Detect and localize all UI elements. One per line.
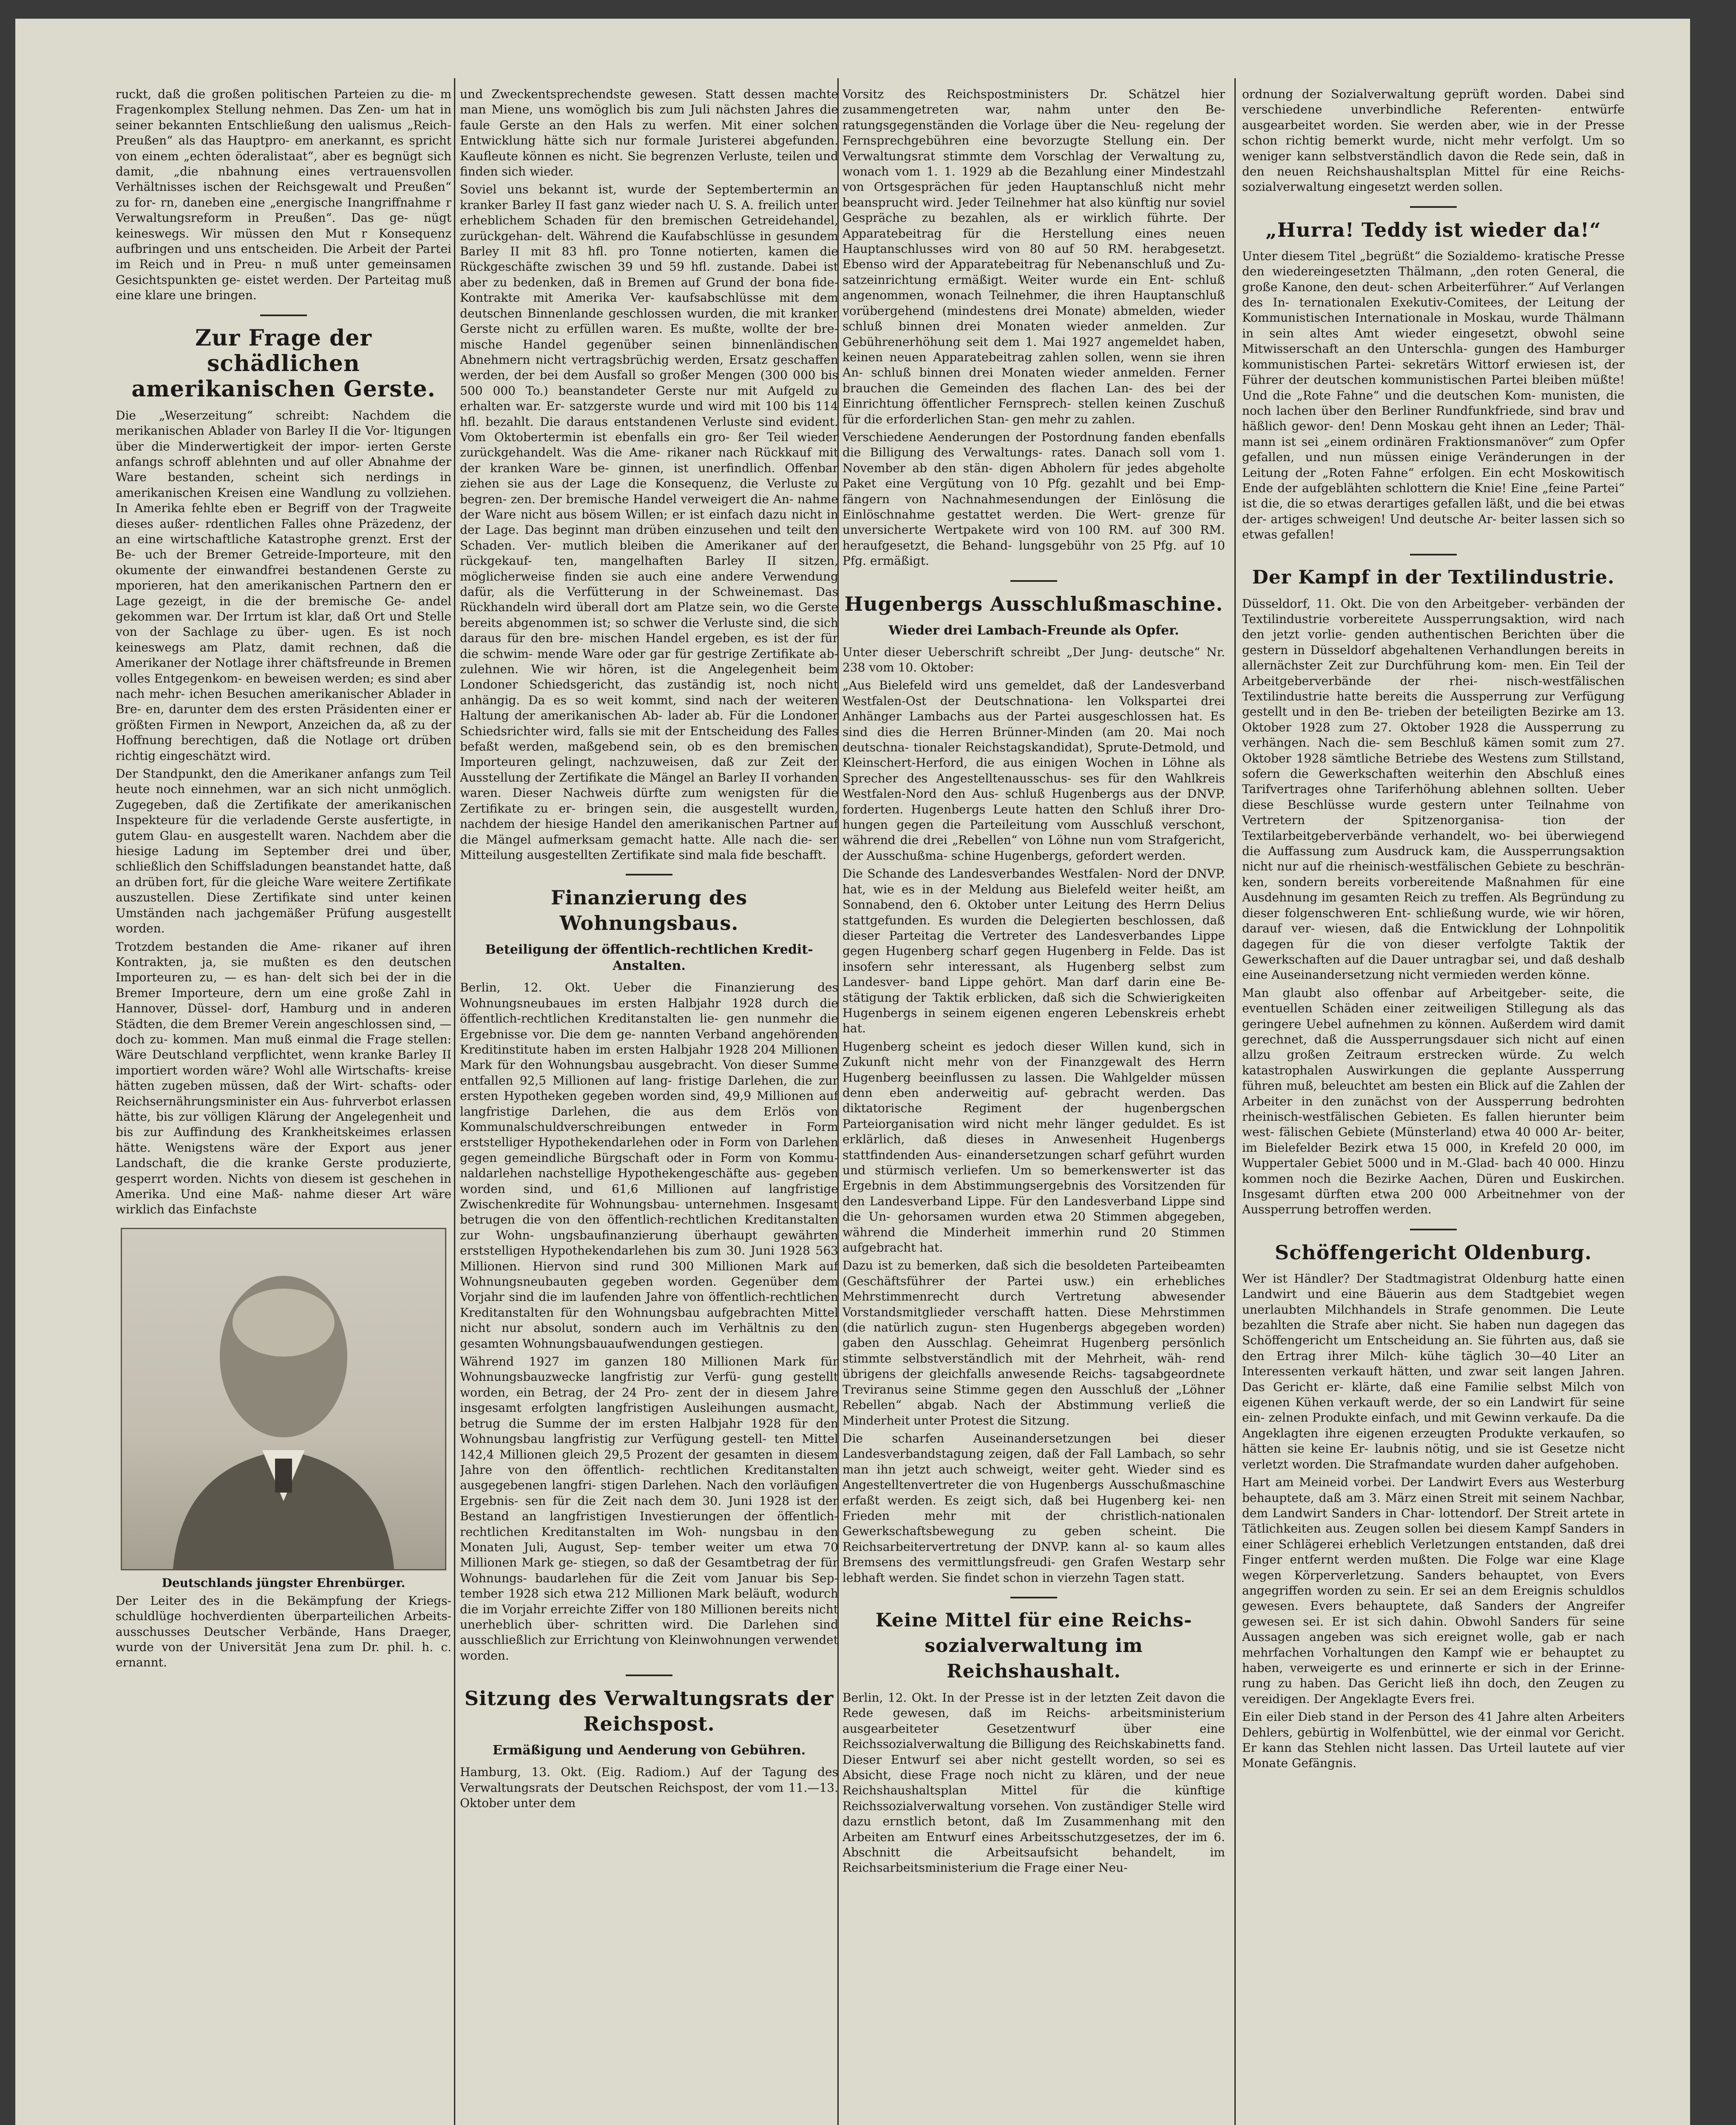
separator: [626, 874, 672, 876]
photo-caption-title: Deutschlands jüngster Ehrenbürger.: [162, 1575, 406, 1590]
column-rule: [1234, 78, 1236, 2125]
article-heading: „Hurra! Teddy ist wieder da!“: [1265, 218, 1601, 241]
article-text: Trotzdem bestanden die Ame- rikaner auf ihren Kontrakten, ja, sie mußten es den deutschen Importeuren zu, — es han- delt sich bei der in die Bremer Importeure, dern um eine große Zahl in Hannover, Düssel- dorf, Hamburg und in anderen Städten, die dem Bremer Verein angeschlossen sind, — doch zu- kommen. Man muß einmal die Frage stellen: Wäre Deutschland verpflichtet, wenn kranke Barley II importiert worden wäre? Wohl alle Wirtschafts- kreise hätten zugeben müssen, daß der Wirt- schafts- oder Reichsernährungsminister ein Aus- fuhrverbot erlassen hätte, bis zur völligen Klärung der Angelegenheit und bis zur Auffindung des Krankheitskeimes erlassen hätte. Wenigstens wäre der Export aus jener Landschaft, die die kranke Gerste produzierte, gesperrt worden. Nichts von diesem ist geschehen in Amerika. Und eine Maß- nahme dieser Art wäre wirklich das Einfachste: [116, 939, 451, 1217]
article-text: Vorsitz des Reichspostministers Dr. Schätzel hier zusammengetreten war, nahm unter den Be- ratungsgegenständen die Vorlage über die Neu- regelung der Fernsprechgebühren eine bevorzugte Stellung ein. Der Verwaltungsrat stimmte dem Vorschlag der Verwaltung zu, wonach vom 1. 1. 1929 ab die Bezahlung einer Mindestzahl von Ortsgesprächen für jeden Hauptanschluß nicht mehr beansprucht wird. Jeder Teilnehmer hat also künftig nur soviel Gespräche zu bezahlen, als er wirklich führte. Der Apparatebeitrag für die Herstellung eines neuen Hauptanschlusses wird von 80 auf 50 RM. herabgesetzt. Ebenso wird der Apparatebeitrag für Nebenanschluß und Zu- satzeinrichtung ermäßigt. Weiter wurde ein Ent- schluß angenommen, wonach Teilnehmer, die ihren Hauptanschluß vorübergehend (mindestens drei Monate) abmelden, wieder schluß binnen drei Monaten wieder anmelden. Zur Gebührenerhöhung seit dem 1. Mai 1927 angemeldet haben, keinen neuen Apparatebeitrag zahlen sollen, wenn sie ihren An- schluß binnen drei Monaten wieder anmelden. Ferner brauchen die Gemeinden des flachen Lan- des bei der Einrichtung öffentlicher Fernsprech- stellen keinen Zuschuß für die erforderlichen Stan- gen mehr zu zahlen.: [842, 87, 1225, 426]
article-heading: Der Kampf in der Textilindustrie.: [1252, 566, 1615, 588]
article-heading: Finanzierung des Wohnungsbaus.: [550, 886, 748, 935]
article-text: Die Schande des Landesverbandes Westfalen- Nord der DNVP. hat, wie es in der Meldung aus Bielefeld weiter heißt, am Sonnabend, den 6. Oktober unter Leitung des Herrn Delius stattgefunden. Es wurden die Delegierten beschlossen, daß dieser Parteitag die Vertreter des Landesverbandes Lippe gegen Hugenberg scharf gegen Hugenberg in Felde. Das ist insofern sehr interessant, als Hugenberg selbst zum Landesver- band Lippe gehört. Man darf darin eine Be- stätigung der Taktik erblicken, daß sich die Schwierigkeiten Hugenbergs in seinem eigenen engeren Lebenskreis erhebt hat.: [842, 867, 1225, 1036]
photo-caption: Der Leiter des in die Bekämpfung der Kriegs- schuldlüge hochverdienten überparteilichen Arbeits- ausschusses Deutscher Verbände, Hans Draeger, wurde von der Universität Jena zum Dr. phil. h. c. ernannt.: [116, 1593, 451, 1670]
article-text: Hugenberg scheint es jedoch dieser Willen kund, sich in Zukunft nicht mehr von der Finanzgewalt des Herrn Hugenberg beeinflussen zu lassen. Die Wahlgelder müssen denn eben anderweitig auf- gebracht werden. Das diktatorische Regiment der hugenbergschen Parteiorganisation wird nicht mehr länger geduldet. Es ist erklärlich, daß dieses in Anwesenheit Hugenbergs stattfindenden Aus- einandersetzungen scharf geführt wurden und stürmisch verliefen. Um so bemerkenswerter ist das Ergebnis in dem Abstimmungsergebnis des Vorsitzenden für den Landesverband Lippe. Für den Landesverband Lippe sind die Un- gehorsamen wurden etwa 20 Stimmen abgegeben, während die Minderheit immerhin rund 20 Stimmen aufgebracht hat.: [842, 1039, 1225, 1255]
article-text: Die scharfen Auseinandersetzungen bei dieser Landesverbandstagung zeigen, daß der Fall Lambach, so sehr man ihn jetzt auch schweigt, weiter geht. Wieder sind es Angestelltenvertreter die von Hugenbergs Ausschußmaschine erfaßt werden. Es zeigt sich, daß bei Hugenberg kei- nen Frieden mehr mit der christlich-nationalen Gewerkschaftsbewegung zu geben scheint. Die Reichsarbeitervertretung der DNVP. kann al- so kaum alles Bremsens des vermittlungsfreudi- gen Grafen Westarp sehr lebhaft werden. Sie findet schon in vierzehn Tagen statt.: [842, 1431, 1225, 1585]
article-text: Verschiedene Aenderungen der Postordnung fanden ebenfalls die Billigung des Verwaltungs- rates. Danach soll vom 1. November ab den stän- digen Abholern für jedes abgeholte Paket eine Vergütung von 10 Pfg. gezahlt und bei Emp- fängern von Nachnahmesendungen der Einlösung die Einlöschnahme gestattet werden. Die Wert- grenze für unversicherte Wertpakete wird von 100 RM. auf 300 RM. heraufgesetzt, die Behand- lungsgebühr von 25 Pfg. auf 10 Pfg. ermäßigt.: [842, 430, 1225, 568]
newspaper-page: [15, 19, 1690, 2125]
article-text: Während 1927 im ganzen 180 Millionen Mark für Wohnungsbauzwecke langfristig zur Verfü- gung gestellt worden, ein Betrag, der 24 Pro- zent der in diesem Jahre insgesamt erfolgten langfristigen Ausleihungen ausmacht, betrug die Summe der im ersten Halbjahr 1928 für den Wohnungsbau langfristig zur Verfügung gestell- ten Mittel 142,4 Millionen gleich 29,5 Prozent der gesamten in diesem Jahre von den öffentlich- rechtlichen Kreditanstalten ausgegebenen langfri- stigen Darlehen. Nach den vorläufigen Ergebnis- sen für die Zeit nach dem 30. Juni 1928 ist der Bestand an langfristigen Investierungen der öffentlich-rechtlichen Kreditanstalten im Woh- nungsbau in den Monaten Juli, August, Sep- tember weiter um etwa 70 Millionen Mark ge- stiegen, so daß der Gesamtbetrag der für Wohnungs- baudarlehen für die Zeit vom Januar bis Sep- tember 1928 sich etwa 212 Millionen Mark beläuft, wodurch die im Vorjahr erreichte Ziffer von 180 Millionen bereits nicht unerheblich über- schritten wird. Die Darlehen sind ausschließlich zur Errichtung von Kleinwohnungen verwendet worden.: [460, 1354, 838, 1663]
article-text: Berlin, 12. Okt. In der Presse ist in der letzten Zeit davon die Rede gewesen, daß im Reichs- arbeitsministerium ausgearbeiteter Gesetzentwurf über eine Reichssozialverwaltung die Billigung des Reichskabinetts fand. Dieser Entwurf sei aber nicht gestellt worden, so sei es Absicht, diese Frage noch nicht zu klären, und der neue Reichshaushaltsplan Mittel für die künftige Reichssozialverwaltung vorsehen. Von zuständiger Stelle wird dazu ernstlich betont, daß Im Zusammenhang mit den Arbeiten am Entwurf eines Arbeitsschutzgesetzes, der im 6. Abschnitt die Arbeitsaufsicht behandelt, im Reichsarbeitsministerium die Frage einer Neu-: [842, 1690, 1225, 1875]
article-text: Ein eiler Dieb stand in der Person des 41 Jahre alten Arbeiters Dehlers, gebürtig in Wolfenbüttel, wie der einmal vor Gericht. Er kann das Stehlen nicht lassen. Das Urteil lautete auf vier Monate Gefängnis.: [1242, 1710, 1625, 1771]
separator: [260, 314, 307, 316]
article-text: Berlin, 12. Okt. Ueber die Finanzierung des Wohnungsneubaues im ersten Halbjahr 1928 durch die öffentlich-rechtlichen Kreditanstalten lie- gen nunmehr die Ergebnisse vor. Die dem ge- nannten Verband angehörenden Kreditinstitute haben im ersten Halbjahr 1928 204 Millionen Mark für den Wohnungsbau ausgebracht. Von dieser Summe entfallen 92,5 Millionen auf lang- fristige Darlehen, die zur ersten Hypotheken gegeben worden sind, 49,9 Millionen auf langfristige Darlehen, die aus dem Erlös von Kommunalschuldverschreibungen entweder in Form erststelliger Hypothekendarlehen oder in Form von Darlehen gegen gemeindliche Bürgschaft oder in Form von Kommu- naldarlehen nachstellige Hypothekengeschäfte aus- gegeben worden sind, und 61,6 Millionen auf langfristige Zwischenkredite für Wohnungsbau- unternehmen. Insgesamt betrugen die von den öffentlich-rechtlichen Kreditanstalten zur Wohn- ungsbaufinanzierung überhaupt gewährten erststelligen Hypothekendarlehen bis zum 30. Juni 1928 563 Millionen. Hiervon sind rund 300 Millionen Mark auf Wohnungsneubauten gegeben worden. Gegenüber dem Vorjahr sind die im laufenden Jahre von öffentlich-rechtlichen Kreditanstalten für den Wohnungsbau aufgebrachten Mittel nicht nur absolut, sondern auch im Verhältnis zu den gesamten Wohnungsbauaufwendungen gestiegen.: [460, 980, 838, 1351]
portrait-photo: [121, 1228, 446, 1570]
article-heading: Hugenbergs Ausschlußmaschine.: [844, 592, 1223, 615]
article-text: Dazu ist zu bemerken, daß sich die besoldeten Parteibeamten (Geschäftsführer der Partei usw.) ein erhebliches Mehrstimmenrecht durch Vertretung abwesender Vorstandsmitglieder verschafft hatten. Diese Mehrstimmen (die natürlich zugun- sten Hugenbergs abgegeben worden) gaben den Ausschlag. Geheimrat Hugenberg persönlich stimmte selbstverständlich mit der Mehrheit, wäh- rend übrigens der gleichfalls anwesende Reichs- tagsabgeordnete Treviranus seine Stimme gegen den Ausschluß der „Löhner Rebellen“ abgab. Nach der Abstimmung verließ die Minderheit unter Protest die Sitzung.: [842, 1258, 1225, 1428]
article-heading: Keine Mittel für eine Reichs- sozialverwaltung im Reichshaushalt.: [875, 1609, 1192, 1682]
article-subheading: Wieder drei Lambach-Freunde als Opfer.: [888, 623, 1179, 638]
separator: [1410, 1229, 1457, 1230]
article-text: und Zweckentsprechendste gewesen. Statt dessen machte man Miene, uns womöglich bis zum Juli nächsten Jahres die faule Gerste an den Hals zu werfen. Mit einer solchen Entwicklung hätte sich nur formale Juristerei abgefunden. Kaufleute können es nicht. Sie begrenzen Verluste, teilen und finden sich wieder.: [460, 87, 838, 179]
article-text: Hamburg, 13. Okt. (Eig. Radiom.) Auf der Tagung des Verwaltungsrats der Deutschen Reichspost, der vom 11.—13. Oktober unter dem: [460, 1765, 838, 1810]
article-text: Hart am Meineid vorbei. Der Landwirt Evers aus Westerburg behauptete, daß am 3. März einen Streit mit seinem Nachbar, dem Landwirt Sanders in Char- lottendorf. Der Streit artete in Tätlichkeiten aus. Zeugen sollen bei diesem Kampf Sanders in einer Schlägerei erheblich Verletzungen entstanden, daß drei Finger entfernt werden mußten. Die Folge war eine Klage wegen Körperverletzung. Sanders behauptet, von Evers angegriffen worden zu sein. Er sei an dem Ereignis schuldlos gewesen. Evers behauptete, daß Sanders der Angreifer gewesen sei. Er ist sich dahin. Obwohl Sanders für seine Aussagen angeben was sich ereignet wolle, gab er nach mehrfachen Vorhaltungen den Kampf wie er behauptet zu haben, verweigerte es und erinnerte er sich in der Erinne- rung zu haben. Das Gericht ließ ihn doch, den Zeugen zu vereidigen. Der Angeklagte Evers frei.: [1242, 1475, 1625, 1706]
article-text: Unter diesem Titel „begrüßt“ die Sozialdemo- kratische Presse den wiedereingesetzten Thälmann, „den roten General, die große Kanone, den deut- schen Arbeiterführer.“ Auf Verlangen des In- ternationalen Exekutiv-Comitees, der Leitung der Kommunistischen Internationale in Moskau, wurde Thälmann in sein altes Amt wieder eingesetzt, obwohl seine Mitwisserschaft an den Unterschla- gungen des Hamburger kommunistischen Partei- sekretärs Wittorf erwiesen ist, der Führer der deutschen kommunistischen Partei bleiben müßte! Und die „Rote Fahne“ und die deutschen Kom- munisten, die noch lachen über den Berliner Rundfunkfriede, sind brav und häßlich gewor- den! Denn Moskau geht ihnen an Leder; Thäl- mann ist sei „einem ordinären Fraktionsmanöver“ zum Opfer gefallen, und nun müssen einige Veränderungen in der Leitung der „Roten Fahne“ erfolgen. Ein echt Moskowitisch Ende der aufgeblähten schlottern die Knie! Eine „feine Partei“ ist die, die so etwas derartiges gefallen läßt, und die bei etwas der- artiges schweigen! Und deutsche Ar- beiter lassen sich so etwas gefallen!: [1242, 249, 1625, 542]
column-4: [1242, 87, 1625, 2125]
column-3: [842, 87, 1225, 2125]
article-text: Soviel uns bekannt ist, wurde der Septembertermin an kranker Barley II fast ganz wieder nach U. S. A. freilich unter erheblichem Schaden für den bremischen Getreidehandel, zurückgehan- delt. Während die Kaufabschlüsse in gesundem Barley II mit 83 hfl. pro Tonne notierten, kamen die Rückgeschäfte zwischen 39 und 59 hfl. zustande. Dabei ist aber zu bedenken, daß in Bremen auf Grund der bona fide-Kontrakte mit Amerika Ver- kaufsabschlüsse mit dem deutschen Binnenlande geschlossen wurden, die mit kranker Gerste nicht zu erfüllen waren. Es mußte, wollte der bre- mische Handel gegenüber seinen binnenländischen Abnehmern nicht vertragsbrüchig werden, Ersatz geschaffen werden, der bei dem Ausfall so großer Mengen (300 000 bis 500 000 To.) beanstandeter Gerste nur mit Aufgeld zu erhalten war. Er- satzgerste wurde und wird mit 100 bis 114 hfl. bezahlt. Die daraus entstandenen Verluste sind evident. Vom Oktobertermin ist ebenfalls ein gro- ßer Teil wieder zurückgehandelt. Was die Ame- rikaner nach Rückkauf mit der kranken Ware be- ginnen, ist unerfindlich. Offenbar ziehen sie aus der Lage die Konsequenz, die Verluste zu begren- zen. Der bremische Handel verweigert die An- nahme der Ware nicht aus bösem Willen; er ist einfach dazu nicht in der Lage. Das beginnt man drüben einzusehen und teilt den Schaden. Ver- mutlich bleiben die Amerikaner auf der rückgekauf- ten, mangelhaften Barley II sitzen, möglicherweise finden sie auch eine andere Verwendung dafür, als die Verfütterung in der Schweinemast. Das Rückhandeln wird überall dort am Platze sein, wo die Gerste bereits abgenommen ist; so schwer die Verluste sind, die sich daraus für den bre- mischen Handel ergeben, es ist der für die schwim- mende Ware oder gar für gestrige Zertifikate ab- zulehnen. Wie wir hören, ist die Angelegenheit beim Londoner Schiedsgericht, das zuständig ist, noch nicht anhängig. Da es so weit kommt, sind nach der weiteren Haltung der amerikanischen Ab- lader ab. Für die Londoner Schiedsrichter wird, falls sie mit der Entscheidung des Falles befaßt werden, maßgebend sein, ob es den bremischen Importeuren gelingt, nachzuweisen, daß zur Zeit der Ausstellung der Zertifikate die Mängel an Barley II vorhanden waren. Dieser Nachweis dürfte zum wenigsten für die Zertifikate zu er- bringen sein, die ausgestellt wurden, nachdem der hiesige Handel den amerikanischen Partner auf die Mängel aufmerksam gemacht hatte. Alle nach die- ser Mitteilung ausgestellten Zertifikate sind mala fide beschafft.: [460, 182, 838, 862]
separator: [626, 1674, 672, 1676]
separator: [1010, 1597, 1057, 1598]
column-1: [116, 87, 451, 2125]
article-text: Der Standpunkt, den die Amerikaner anfangs zum Teil heute noch einnehmen, war an sich nicht unmöglich. Zugegeben, daß die Zertifikate der amerikanischen Inspekteure für die verladende Gerste ausfertigte, in gutem Glau- en ausgestellt waren. Nachdem aber die hiesige Ladung im September drei und über, schließlich den Schiffsladungen beanstandet hatte, daß an drüben fort, für die gleiche Ware weitere Zertifikate auszustellen. Diese Zertifikate sind unter keinen Umständen nach jachgemäßer Prüfung ausgestellt worden.: [116, 767, 451, 936]
article-heading: Sitzung des Verwaltungsrats der Reichspost.: [464, 1687, 834, 1736]
separator: [1410, 554, 1457, 555]
article-text: Wer ist Händler? Der Stadtmagistrat Oldenburg hatte einen Landwirt und eine Bäuerin aus dem Stadtgebiet wegen unerlaubten Milchhandels in Strafe genommen. Die Leute bezahlten die Strafe aber nicht. Sie haben nun dagegen das Schöffengericht um Entscheidung an. Sie führten aus, daß sie den Ertrag ihrer Milch- kühe täglich 30—40 Liter an Interessenten verkauft hätten, und zwar seit langen Jahren. Das Gericht er- klärte, daß eine Familie selbst Milch von eigenen Kühen verkauft werde, der so ein Landwirt für seine ein- zelnen Produkte einfach, und mit Gewinn verkaufe. Da die Angeklagten ihre eigenen erzeugten Produkte verkaufen, so hätten sie keine Er- laubnis nötig, und sie ist Gesetze nicht verletzt worden. Die Strafmandate wurden daher aufgehoben.: [1242, 1271, 1625, 1471]
article-text: Die „Weserzeitung“ schreibt: Nachdem die merikanischen Ablader von Barley II die Vor- ltigungen über die Minderwertigkeit der impor- ierten Gerste anfangs schroff ablehnten und auf oller Abnahme der Ware bestanden, scheint sich nerdings in amerikanischen Kreisen eine Wandlung zu vollziehen. In Amerika fehlte eben er Begriff von der Tragweite dieses außer- rdentlichen Falles ohne Präzedenz, der an eine wirtschaftliche Katastrophe grenzt. Erst der Be- uch der Bremer Getreide-Importeure, mit den okumente der einwandfrei bestandenen Gerste zu mporieren, hat den amerikanischen Partnern den er Lage gezeigt, in die der bremische Ge- andel gekommen war. Der Irrtum ist klar, daß Ort und Stelle von der Sachlage zu über- ugen. Es ist noch keineswegs am Platz, damit rechnen, daß die Amerikaner der Notlage ihrer chäftsfreunde in Bremen volles Entgegenkom- en beweisen werden; es sind aber nach mehr- ichen Besuchen amerikanischer Ablader in Bre- en, darunter dem des ersten Präsidenten einer er größten Firmen in Newport, Anzeichen da, aß zu der Hoffnung berechtigen, daß die Notlage ort drüben richtig eingeschätzt wird.: [116, 408, 451, 763]
article-text: Unter dieser Ueberschrift schreibt „Der Jung- deutsche“ Nr. 238 vom 10. Oktober:: [842, 645, 1225, 674]
article-text: ordnung der Sozialverwaltung geprüft worden. Dabei sind verschiedene unverbindliche Referenten- entwürfe ausgearbeitet worden. Sie werden aber, wie in der Presse schon richtig bemerkt wurde, nicht mehr verfolgt. Um so weniger kann selbstverständlich davon die Rede sein, daß in den neuen Reichshaushaltsplan Mittel für eine Reichs- sozialverwaltung eingesetzt werden sollen.: [1242, 87, 1625, 194]
article-heading: Zur Frage der schädlichen amerikanischen Gerste.: [131, 325, 436, 402]
column-2: [460, 87, 838, 2125]
article-text: ruckt, daß die großen politischen Parteien zu die- m Fragenkomplex Stellung nehmen. Das Zen- um hat in seiner bekannten Entschließung den ualismus „Reich-Preußen“ als das Hauptpro- em anerkannt, es spricht von einem „echten öderalistaat“, aber es begnügt sich damit, „die nbahnung eines vertrauensvollen Verhältnisses ischen der Reichsgewalt und Preußen“ zu for- rn, daneben eine „energische Inangriffnahme r Verwaltungsreform in Preußen“. Das ge- nügt keineswegs. Wir müssen den Mut r Konsequenz aufbringen und uns entscheiden. Die Arbeit der Partei im Reich und in Preu- n muß unter gemeinsamen Gesichtspunkten ge- eistet werden. Der Parteitag muß eine klare une bringen.: [116, 87, 451, 303]
article-text: „Aus Bielefeld wird uns gemeldet, daß der Landesverband Westfalen-Ost der Deutschnationa- len Volkspartei drei Anhänger Lambachs aus der Partei ausgeschlossen hat. Es sind dies die Herren Brünner-Minden (am 20. Mai noch deutschna- tionaler Reichstagskandidat), Sprute-Detmold, und Kleinschert-Herford, die aus einigen Wochen in Löhne als Sprecher des Angestelltenausschus- ses für den Wahlkreis Westfalen-Nord den Aus- schluß Hugenbergs aus der DNVP. forderten. Hugenbergs Leute hatten den Schluß ihrer Dro- hungen gegen die Parteileitung vom Ausschluß verschont, während die drei „Rebellen“ von Löhne nun vom Strafgericht, der Ausschußma- schine Hugenbergs, gefordert werden.: [842, 678, 1225, 863]
portrait-figure: [122, 1229, 445, 1569]
column-rule: [454, 78, 455, 2125]
separator: [1410, 206, 1457, 208]
article-subheading: Ermäßigung und Aenderung von Gebühren.: [492, 1743, 806, 1758]
article-heading: Schöffengericht Oldenburg.: [1275, 1241, 1592, 1264]
article-text: Düsseldorf, 11. Okt. Die von den Arbeitgeber- verbänden der Textilindustrie vorbereitete Aussperrungsaktion, wird nach den jetzt vorlie- genden authentischen Berichten über die gestern in Düsseldorf abgehaltenen Verhandlungen bereits in allernächster Zeit zur Durchführung kom- men. Ein Teil der Arbeitgeberverbände der rhei- nisch-westfälischen Textilindustrie hatte bereits die Aussperrung zur Verfügung gestellt und in den Be- trieben der beteiligten Bezirke am 13. Oktober 1928 zum 27. Oktober 1928 die Aussperrung zu verhängen. Nach die- sem Beschluß kämen somit zum 27. Oktober 1928 sämtliche Betriebe des Westens zum Stillstand, sofern die Gewerkschaften weiterhin den Abschluß eines Tarifvertrages ohne Tariferhöhung ablehnen sollten. Ueber diese Beschlüsse wurde gestern unter Teilnahme von Vertretern der Spitzenorganisa- tion der Textilarbeitgeberverbände verhandelt, wo- bei überwiegend die Auffassung zum Ausdruck kam, die Aussperrungsaktion nicht nur auf die rheinisch-westfälischen Gebiete zu beschrän- ken, sondern bereits vorbereitende Maßnahmen für eine Ausdehnung im gesamten Reich zu treffen. Als Begründung zu dieser folgenschweren Ent- schließung wurde, wie wir hören, darauf ver- wiesen, daß die Entwicklung der Lohnpolitik dagegen für die von dieser verfolgte Taktik der Gewerkschaften auf die Dauer untragbar sei, und daß deshalb eine Auseinandersetzung nicht vermieden werden könne.: [1242, 596, 1625, 982]
article-text: Man glaubt also offenbar auf Arbeitgeber- seite, die eventuellen Schäden einer zeitweiligen Stillegung als das geringere Uebel aufnehmen zu können. Außerdem wird damit gerechnet, daß die Aussperrungsdauer sich nicht auf einen allzu großen Zeitraum erstrecken würde. Zu welch katastrophalen Auswirkungen die geplante Aussperrung führen muß, beleuchtet am besten ein Blick auf die Zahlen der Arbeiter in den zunächst von der Aussperrung bedrohten rheinisch-westfälischen Gebieten. Es fallen hierunter beim west- fälischen Gebiete (Münsterland) etwa 40 000 Ar- beiter, im Bielefelder Bezirk etwa 15 000, in Krefeld 20 000, im Wuppertaler Gebiet 5000 und in M.-Glad- bach 40 000. Hinzu kommen noch die Bezirke Aachen, Düren und Euskirchen. Insgesamt dürften etwa 200 000 Arbeitnehmer von der Aussperrung betroffen werden.: [1242, 986, 1625, 1217]
article-subheading: Beteiligung der öffentlich-rechtlichen Kredit- Anstalten.: [485, 942, 813, 974]
separator: [1010, 580, 1057, 582]
